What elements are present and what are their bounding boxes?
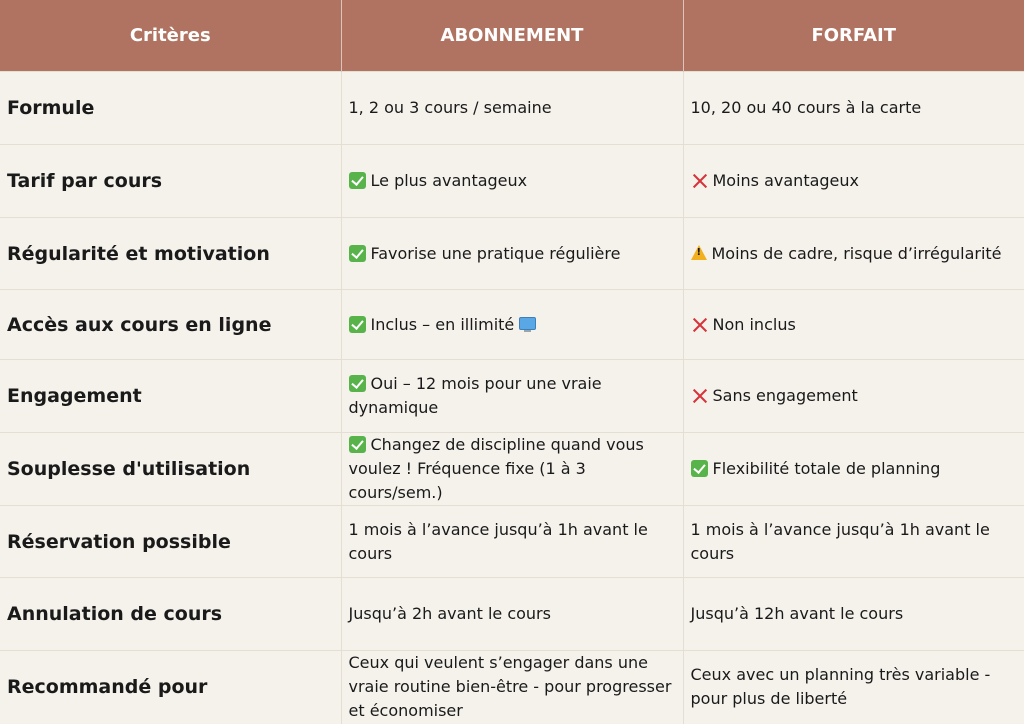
criterion-label: Réservation possible xyxy=(0,506,341,578)
forfait-cell xyxy=(683,651,1024,724)
cross-icon xyxy=(691,172,708,189)
abonnement-cell xyxy=(341,360,683,433)
table-row xyxy=(0,72,1024,145)
abonnement-cell xyxy=(341,433,683,506)
abonnement-text: Oui – 12 mois pour une vraie dynamique xyxy=(348,374,602,417)
table-row xyxy=(0,506,1024,578)
forfait-text: Moins de cadre, risque d’irrégularité xyxy=(711,243,1002,263)
forfait-cell xyxy=(683,145,1024,218)
abonnement-text: Jusqu’à 2h avant le cours xyxy=(348,604,551,623)
forfait-text: Ceux avec un planning très variable - pour plus de liberté xyxy=(690,665,991,709)
criterion-label: Engagement xyxy=(0,360,341,433)
header-criteria: Critères xyxy=(0,0,341,72)
table-row xyxy=(0,290,1024,360)
table-body xyxy=(0,72,1024,724)
criterion-label: Tarif par cours xyxy=(0,145,341,218)
check-icon xyxy=(349,245,366,262)
check-icon xyxy=(349,316,366,333)
abonnement-text: Le plus avantageux xyxy=(370,171,528,190)
check-icon xyxy=(349,172,366,189)
criterion-label: Régularité et motivation xyxy=(0,218,341,290)
forfait-cell xyxy=(683,506,1024,578)
table-row xyxy=(0,433,1024,506)
forfait-text: Flexibilité totale de planning xyxy=(712,459,941,478)
criterion-label: Accès aux cours en ligne xyxy=(0,290,341,360)
cross-icon xyxy=(691,316,708,333)
forfait-cell xyxy=(683,360,1024,433)
abonnement-cell xyxy=(341,72,683,145)
table-row xyxy=(0,651,1024,724)
header-abonnement: ABONNEMENT xyxy=(341,0,683,72)
check-icon xyxy=(349,436,366,453)
forfait-text: 10, 20 ou 40 cours à la carte xyxy=(690,98,922,117)
forfait-cell xyxy=(683,72,1024,145)
table-row xyxy=(0,360,1024,433)
abonnement-text: Favorise une pratique régulière xyxy=(370,243,621,263)
abonnement-cell xyxy=(341,651,683,724)
forfait-text: Moins avantageux xyxy=(712,171,860,190)
forfait-text: 1 mois à l’avance jusqu’à 1h avant le cours xyxy=(690,519,990,563)
forfait-text: Sans engagement xyxy=(712,386,858,405)
abonnement-text: Changez de discipline quand vous voulez ! Fréquence fixe (1 à 3 cours/sem.) xyxy=(348,435,644,502)
check-icon xyxy=(691,460,708,477)
abonnement-text: Inclus – en illimité xyxy=(370,314,515,334)
abonnement-text: 1, 2 ou 3 cours / semaine xyxy=(348,98,552,117)
abonnement-cell xyxy=(341,290,683,360)
check-icon xyxy=(349,375,366,392)
criterion-label: Souplesse d'utilisation xyxy=(0,433,341,506)
table-row xyxy=(0,145,1024,218)
abonnement-cell xyxy=(341,218,683,290)
warning-icon xyxy=(691,245,707,260)
table-row xyxy=(0,578,1024,651)
criterion-label: Formule xyxy=(0,72,341,145)
abonnement-text: Ceux qui veulent s’engager dans une vraie routine bien-être - pour progresser et économiser xyxy=(348,653,672,721)
abonnement-text: 1 mois à l’avance jusqu’à 1h avant le cours xyxy=(348,519,648,563)
cross-icon xyxy=(691,387,708,404)
forfait-cell xyxy=(683,433,1024,506)
forfait-text: Jusqu’à 12h avant le cours xyxy=(690,604,904,623)
abonnement-cell xyxy=(341,506,683,578)
forfait-cell xyxy=(683,218,1024,290)
forfait-cell xyxy=(683,290,1024,360)
header-forfait: FORFAIT xyxy=(683,0,1024,72)
abonnement-cell xyxy=(341,578,683,651)
forfait-cell xyxy=(683,578,1024,651)
abonnement-cell xyxy=(341,145,683,218)
table-row xyxy=(0,218,1024,290)
criterion-label: Recommandé pour xyxy=(0,651,341,724)
forfait-text: Non inclus xyxy=(712,314,796,334)
table-header-row xyxy=(0,0,1024,72)
computer-icon xyxy=(519,317,536,330)
criterion-label: Annulation de cours xyxy=(0,578,341,651)
